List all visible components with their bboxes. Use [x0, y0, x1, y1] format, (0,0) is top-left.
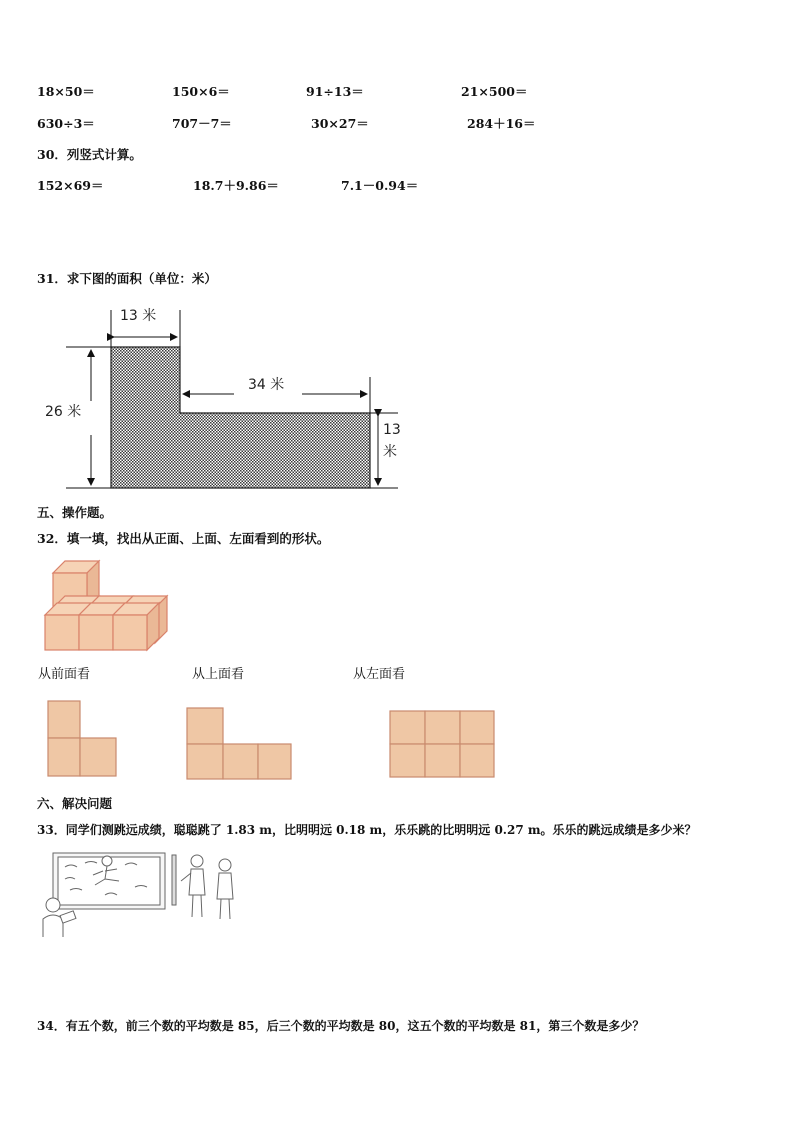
section-6-title: 六、解决问题 — [37, 796, 113, 811]
oral-calc-2-2: 707－7＝ — [172, 116, 232, 131]
label-top-width: 13 米 — [120, 308, 157, 324]
section-5-title: 五、操作题。 — [37, 505, 113, 520]
q30-item-2: 18.7＋9.86＝ — [193, 178, 279, 193]
front-view — [45, 698, 120, 780]
label-inner-width: 34 米 — [248, 377, 285, 393]
q33-title: 33．同学们测跳远成绩，聪聪跳了 1.83 m，比明明远 0.18 m，乐乐跳的比明明远 0.27 m。乐乐的跳远成绩是多少米？ — [37, 823, 697, 837]
top-view — [184, 705, 294, 783]
oral-calc-1-4: 21×500＝ — [461, 84, 528, 99]
cube-stack — [40, 558, 170, 653]
l-shape — [111, 347, 370, 488]
view-label-left: 从左面看 — [353, 667, 406, 682]
oral-calc-1-2: 150×6＝ — [172, 84, 230, 99]
oral-calc-2-3: 30×27＝ — [311, 116, 369, 131]
long-jump-illustration — [35, 845, 245, 945]
q30-item-3: 7.1－0.94＝ — [341, 178, 419, 193]
label-left-height: 26 米 — [45, 404, 82, 420]
label-right-height-num: 13 — [383, 422, 401, 438]
view-label-top: 从上面看 — [192, 667, 245, 682]
q30-title: 30．列竖式计算。 — [37, 147, 142, 162]
q30-item-1: 152×69＝ — [37, 178, 104, 193]
oral-calc-2-1: 630÷3＝ — [37, 116, 95, 131]
q31-title: 31．求下图的面积（单位：米） — [37, 271, 217, 286]
area-figure — [30, 305, 430, 495]
oral-calc-2-4: 284＋16＝ — [467, 116, 536, 131]
view-label-front: 从前面看 — [38, 667, 91, 682]
oral-calc-1-1: 18×50＝ — [37, 84, 95, 99]
oral-calc-1-3: 91÷13＝ — [306, 84, 364, 99]
left-view — [387, 708, 497, 780]
q34-title: 34．有五个数，前三个数的平均数是 85，后三个数的平均数是 80，这五个数的平均数是 81，第三个数是多少？ — [37, 1019, 645, 1033]
q32-title: 32．填一填，找出从正面、上面、左面看到的形状。 — [37, 531, 330, 546]
label-right-height-unit: 米 — [383, 444, 397, 460]
